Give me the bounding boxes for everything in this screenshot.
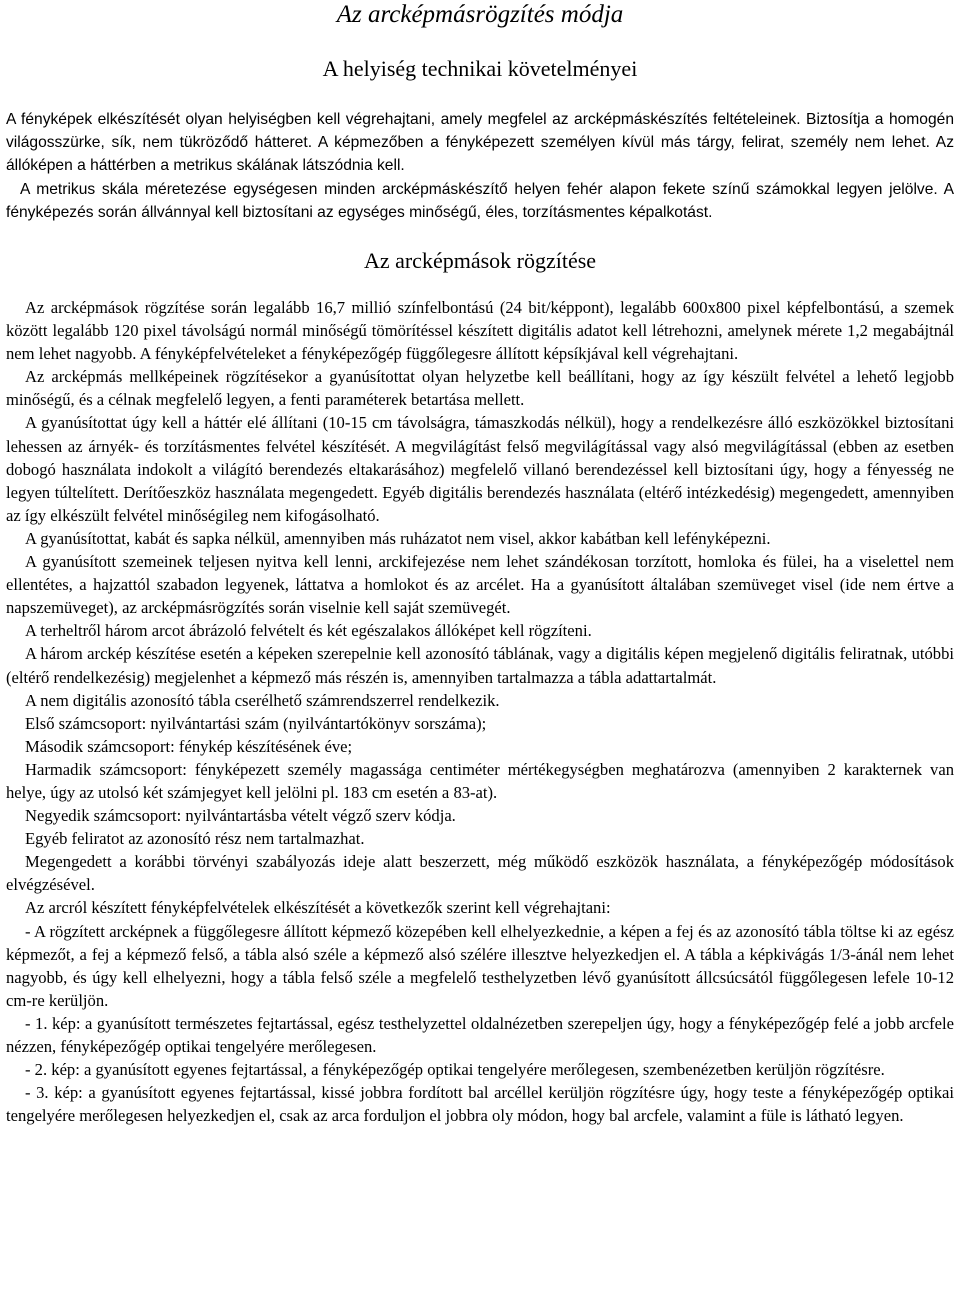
paragraph: A gyanúsított szemeinek teljesen nyitva kell lenni, arckifejezése nem lehet szándékosan torzított, homloka és fülei, ha a viselettel nem ellentétes, a hajzattól szabadon legyenek, láttatva a homlokot és az arcélet. Ha a gyanúsított általában szemüveget visel (ide nem értve a napszemüveget), az arcképmásrögzítés során viselnie kell saját szemüvegét. (6, 552, 954, 618)
section-heading-room-requirements: A helyiség technikai követelményei (322, 56, 638, 81)
paragraph: A három arckép készítése esetén a képeken szerepelnie kell azonosító táblának, vagy a digitális képen megjelenő digitális feliratnak, utóbbi (eltérő rendelkezésig) megjelenhet a képmező más részén is, amennyiben tartalmazza a tábla adattartalmát. (6, 644, 954, 687)
paragraph: Az arcról készített fényképfelvételek elkészítését a következők szerint kell végrehajtani: (25, 898, 611, 918)
section-heading-portrait-recording: Az arcképmások rögzítése (363, 248, 597, 274)
document-title: Az arcképmásrögzítés módja (336, 1, 624, 28)
paragraph: Megengedett a korábbi törvényi szabályozás ideje alatt beszerzett, még működő eszközök használata, a fényképezőgép módosítások elvégzésével. (6, 852, 954, 895)
list-item: - A rögzített arcképnek a függőlegesre állított képmező közepében kell elhelyezkednie, a képen a fej és az azonosító tábla töltse ki az egész képmezőt, a fej a képmező felső, a tábla alsó széle a képmező alsó szélére illesztve helyezkedjen el. A tábla a képkivágás 1/3-ánál nem lehet nagyobb, és úgy kell elhelyezni, hogy a tábla felső széle a megfelelő testhelyzetben lévő gyanúsított állcsúcsától függőlegesen lefele 10-12 cm-re kerüljön. (6, 921, 954, 1010)
paragraph: A gyanúsítottat úgy kell a háttér elé állítani (10-15 cm távolságra, támaszkodás nélkül), hogy a rendelkezésre álló eszközökkel biztosítani lehessen az árnyék- és torzításmentes felvétel készítését. A megvilágítást felső megvilágítással vagy alsó megvilágítással (ebben az esetben dobogó használata indokolt a világító berendezés eltakarásához) megfelelő villanó berendezéssel kell biztosítani úgy, hogy a fényesség ne legyen túltelített. Derítőeszköz használata megengedett. Egyéb digitális berendezés használata (eltérő intézkedésig) megengedett, amennyiben az így elkészült felvétel minőségileg nem kifogásolható. (6, 413, 954, 525)
paragraph: A fényképek elkészítését olyan helyiségben kell végrehajtani, amely megfelel az arcképmáskészítés feltételeinek. Biztosítja a homogén világosszürke, sík, nem tükröződő hátteret. A képmezőben a fényképezett személyen kívül más tárgy, felirat, személy nem lehet. Az állóképen a háttérben a metrikus skálának látszódnia kell. (6, 111, 954, 175)
paragraph: A terheltről három arcot ábrázoló felvételt és két egészalakos állóképet kell rögzíteni. (25, 621, 592, 641)
paragraph: A nem digitális azonosító tábla cserélhető számrendszerrel rendelkezik. (25, 690, 500, 710)
list-item: Negyedik számcsoport: nyilvántartásba vételt végző szerv kódja. (25, 806, 456, 826)
paragraph: A gyanúsítottat, kabát és sapka nélkül, amennyiben más ruházatot nem visel, akkor kabátban kell lefényképezni. (25, 528, 771, 548)
paragraph: Egyéb feliratot az azonosító rész nem tartalmazhat. (25, 829, 365, 849)
paragraph: Az arcképmások rögzítése során legalább 16,7 millió színfelbontású (24 bit/képpont), legalább 600x800 pixel képfelbontású, a szemek között legalább 120 pixel távolságú normál minőségű tömörítéssel készített digitális adatot kell létrehozni, amelynek mérete 1,2 megabájtnál nem lehet nagyobb. A fényképfelvételeket a fényképezőgép függőlegesre állított képsíkjával kell végrehajtani. (6, 298, 954, 364)
paragraph: A metrikus skála méretezése egységesen minden arcképmáskészítő helyen fehér alapon fekete színű számokkal legyen jelölve. A fényképezés során állvánnyal kell biztosítani az egységes minőségű, éles, torzításmentes képalkotást. (6, 180, 954, 221)
list-item: Első számcsoport: nyilvántartási szám (nyilvántartókönyv sorszáma); (25, 713, 487, 733)
list-item: - 2. kép: a gyanúsított egyenes fejtartással, a fényképezőgép optikai tengelyére merőlegesen, szembenézetben kerüljön rögzítésre. (25, 1060, 885, 1080)
list-item: Második számcsoport: fénykép készítésének éve; (25, 736, 353, 756)
list-item: - 1. kép: a gyanúsított természetes fejtartással, egész testhelyzettel oldalnézetben szerepeljen úgy, hogy a fényképezőgép felé a jobb arcfele nézzen, fényképezőgép optikai tengelyére merőlegesen. (6, 1013, 954, 1057)
list-item: - 3. kép: a gyanúsított egyenes fejtartással, kissé jobbra fordított bal arcéllel kerüljön rögzítésre úgy, hogy teste a fényképezőgép optikai tengelyére merőlegesen helyezkedjen el, csak az arca forduljon el jobbra oly módon, hogy bal arcfele, valamint a füle is látható legyen. (6, 1083, 954, 1126)
section-body-room-requirements (6, 108, 954, 224)
list-item: Harmadik számcsoport: fényképezett személy magassága centiméter mértékegységben meghatározva (amennyiben 2 karakternek van helye, úgy az utolsó két számjegyet kell jelölni pl. 183 cm esetén a 83-at). (6, 759, 954, 802)
paragraph: Az arcképmás mellképeinek rögzítésekor a gyanúsítottat olyan helyzetbe kell beállítani, hogy az így készült felvétel a lehető legjobb minőségű, és a célnak megfelelő legyen, a fenti paraméterek betartása mellett. (6, 367, 954, 410)
section-body-portrait-recording (6, 296, 954, 1127)
